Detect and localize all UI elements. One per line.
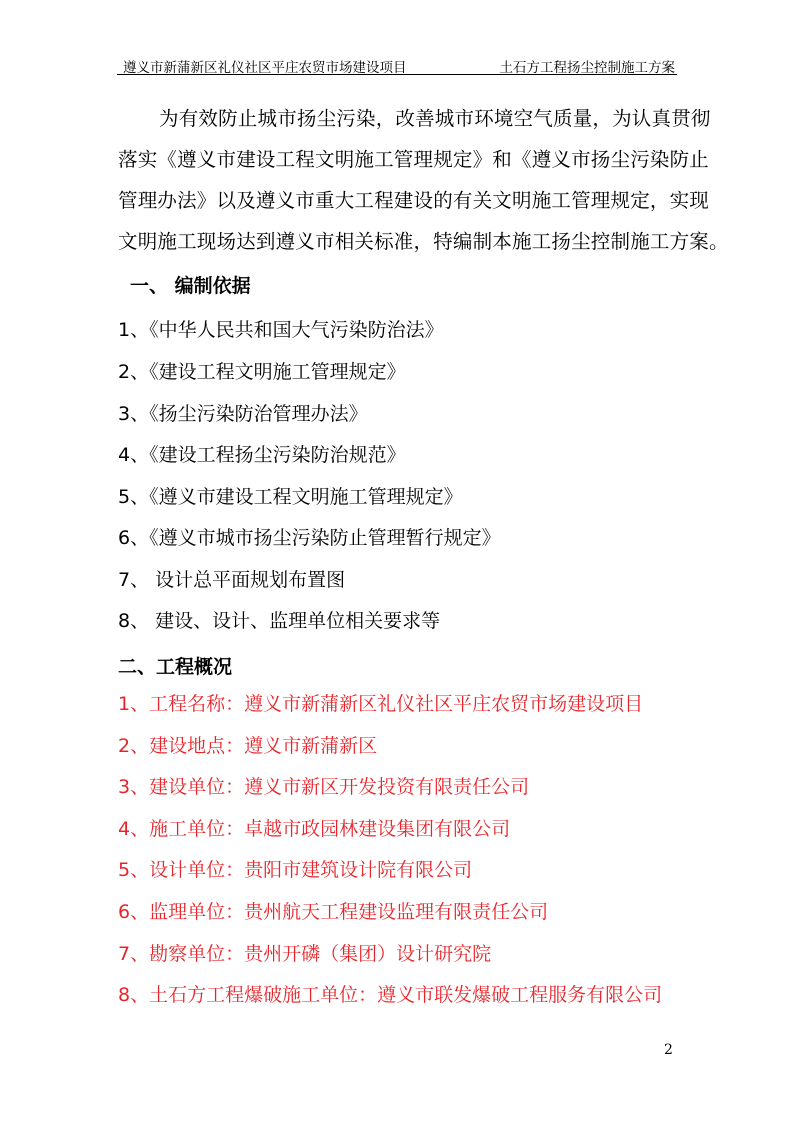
intro-line: 文明施工现场达到遵义市相关标准，特编制本施工扬尘控制施工方案。 — [118, 230, 729, 253]
overview-item: 6、监理单位：贵州航天工程建设监理有限责任公司 — [118, 901, 549, 923]
basis-item: 4、《建设工程扬尘污染防治规范》 — [118, 444, 406, 466]
page-header — [117, 54, 677, 75]
overview-item: 1、工程名称：遵义市新蒲新区礼仪社区平庄农贸市场建设项目 — [118, 693, 644, 715]
basis-item: 8、 建设、设计、监理单位相关要求等 — [118, 610, 441, 632]
intro-line: 为有效防止城市扬尘污染，改善城市环境空气质量，为认真贯彻 — [159, 107, 711, 130]
overview-item: 4、施工单位：卓越市政园林建设集团有限公司 — [118, 818, 511, 840]
basis-item: 7、 设计总平面规划布置图 — [118, 569, 346, 591]
header-document-title: 土石方工程扬尘控制施工方案 — [499, 60, 675, 76]
overview-item: 7、勘察单位：贵州开磷（集团）设计研究院 — [118, 943, 492, 965]
basis-item: 1、《中华人民共和国大气污染防治法》 — [118, 319, 444, 341]
overview-item: 8、土石方工程爆破施工单位：遵义市联发爆破工程服务有限公司 — [118, 984, 663, 1006]
intro-line: 管理办法》以及遵义市重大工程建设的有关文明施工管理规定，实现 — [118, 189, 710, 212]
basis-item: 6、《遵义市城市扬尘污染防止管理暂行规定》 — [118, 527, 501, 549]
section-heading-overview: 二、工程概况 — [118, 656, 233, 678]
intro-paragraph — [118, 98, 729, 262]
overview-item: 2、建设地点：遵义市新蒲新区 — [118, 735, 378, 757]
basis-item: 3、《扬尘污染防治管理办法》 — [118, 403, 368, 425]
header-project-name: 遵义市新蒲新区礼仪社区平庄农贸市场建设项目 — [123, 60, 407, 76]
section-heading-basis: 一、 编制依据 — [130, 275, 251, 297]
page-number: 2 — [664, 1042, 673, 1058]
overview-item: 3、建设单位：遵义市新区开发投资有限责任公司 — [118, 776, 530, 798]
overview-item: 5、设计单位：贵阳市建筑设计院有限公司 — [118, 859, 473, 881]
basis-item: 5、《遵义市建设工程文明施工管理规定》 — [118, 486, 463, 508]
basis-item: 2、《建设工程文明施工管理规定》 — [118, 361, 406, 383]
intro-line: 落实《遵义市建设工程文明施工管理规定》和《遵义市扬尘污染防止 — [118, 148, 710, 171]
